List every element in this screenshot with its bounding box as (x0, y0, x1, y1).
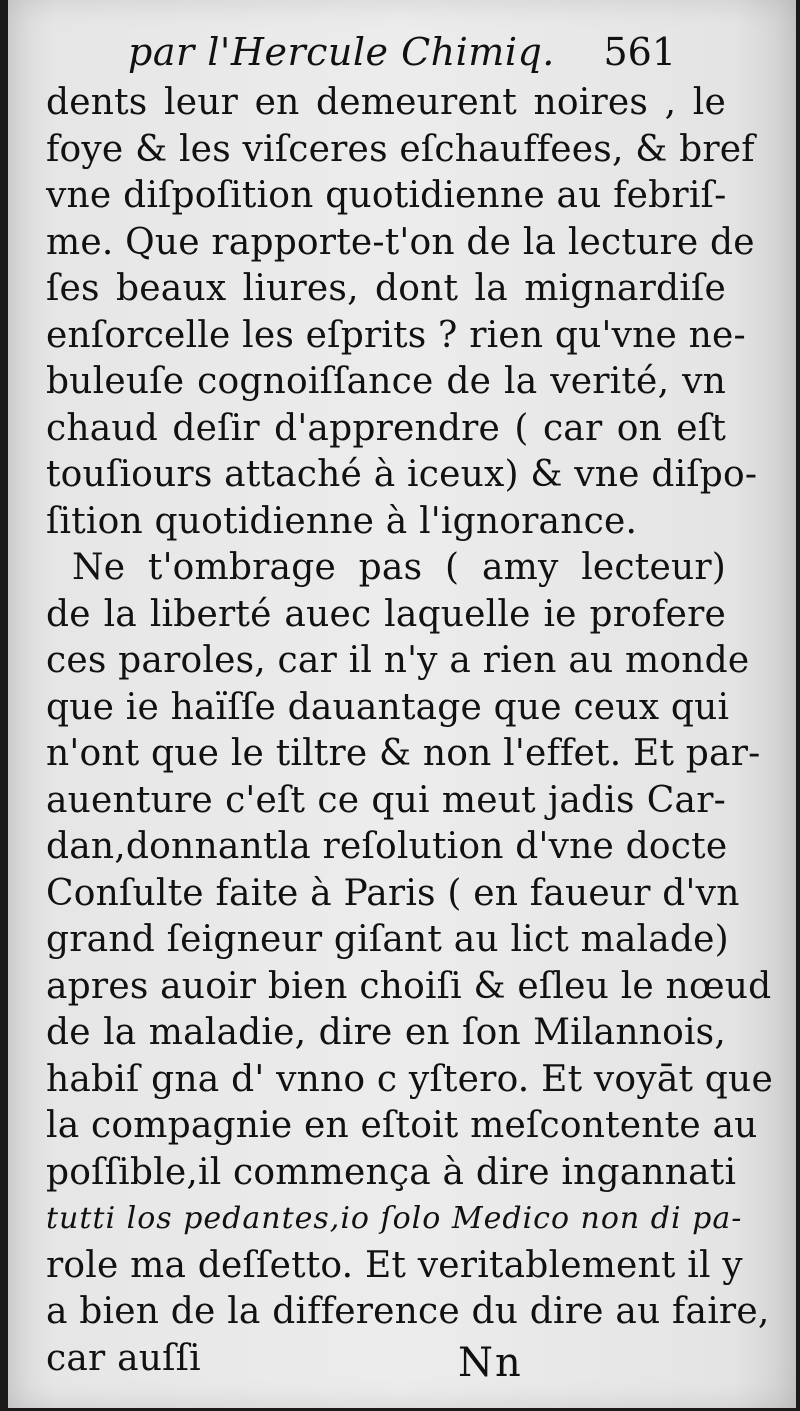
text-line: Conſulte faite à Paris ( en faueur d'vn (46, 872, 740, 914)
page-header (8, 30, 796, 80)
text-line: role ma deſſetto. Et veritablement il y (46, 1244, 743, 1286)
running-head: par l'Hercule Chimiq. (128, 30, 555, 74)
book-page (8, 0, 796, 1408)
text-line: poſſible,il commença à dire ingannati (46, 1151, 737, 1193)
text-line: habiſ gna d' vnno c yſtero. Et voyāt que (46, 1058, 773, 1100)
text-line: la compagnie en eſtoit meſcontente au (46, 1105, 758, 1146)
text-line: me. Que rapporte-t'on de la lecture de (46, 221, 755, 263)
text-line: touſiours attaché à iceux) & vne diſpo- (46, 454, 758, 495)
text-line: ces paroles, car il n'y a rien au monde (46, 640, 750, 681)
text-line: de la maladie, dire en ſon Milannois, (46, 1012, 726, 1053)
text-line: ſes beaux liures, dont la mignardiſe (46, 268, 726, 309)
text-line: buleuſe cognoiſſance de la verité, vn (46, 361, 726, 402)
text-line: Ne t'ombrage pas ( amy lecteur) (72, 547, 726, 588)
text-line: grand ſeigneur giſant au lict malade) (46, 919, 729, 960)
text-line: dents leur en demeurent noires , le (46, 82, 726, 123)
text-line: dan,donnantla reſolution d'vne docte (46, 826, 728, 867)
body-text (46, 80, 773, 1382)
text-line: que ie haïſſe dauantage que ceux qui (46, 686, 730, 728)
text-line: apres auoir bien choiſi & eſleu le nœud (46, 965, 772, 1007)
text-line: n'ont que le tiltre & non l'effet. Et par- (46, 733, 761, 774)
text-line: vne diſpoſition quotidienne au febriſ- (46, 175, 727, 216)
text-line: a bien de la difference du dire au faire, (46, 1291, 770, 1332)
text-line: foye & les viſceres eſchauffees, & bref (46, 128, 755, 170)
text-line: chaud deſir d'apprendre ( car on eſt (46, 407, 726, 449)
text-line: auenture c'eſt ce qui meut jadis Car- (46, 779, 726, 821)
text-line-italic: tutti los pedantes,io ſolo Medico non di pa- (46, 1201, 743, 1236)
signature-mark: Nn (458, 1340, 523, 1386)
text-line: car auſſi (46, 1337, 201, 1379)
text-line: de la liberté auec laquelle ie profere (46, 593, 726, 635)
page-number: 561 (603, 30, 676, 74)
text-line: enſorcelle les eſprits ? rien qu'vne ne- (46, 314, 746, 356)
text-line: ſition quotidienne à l'ignorance. (46, 500, 638, 542)
